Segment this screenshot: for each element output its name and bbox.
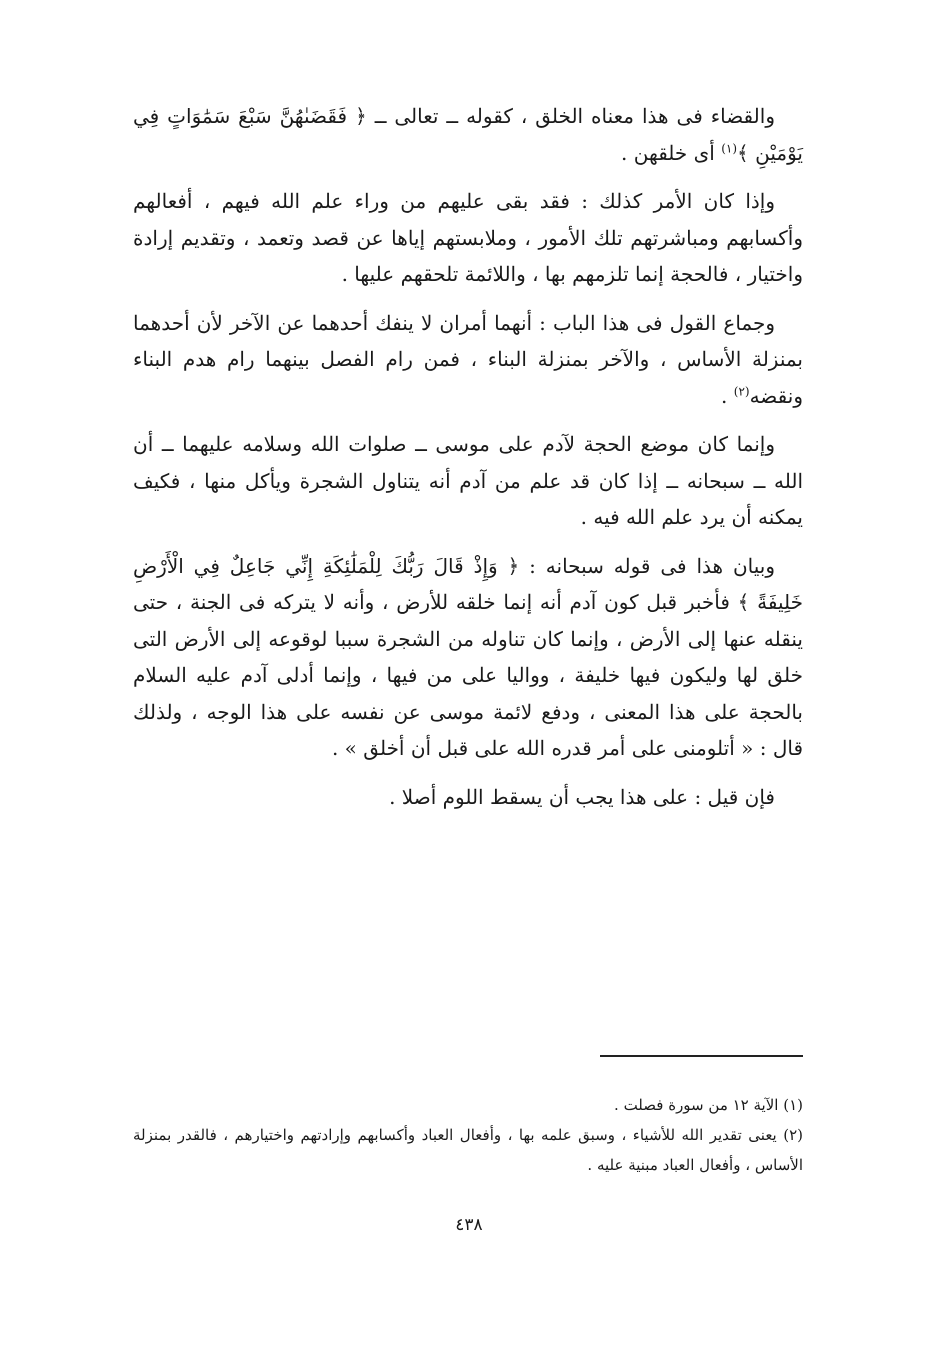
quran-verse: ﴿ فَقَضَىٰهُنَّ سَبْعَ سَمَٰوَاتٍ فِي يَوْمَيْنِ ﴾ [133,104,803,165]
paragraph-text: أى خلقهن . [621,140,722,165]
paragraph-text: وإذا كان الأمر كذلك : فقد بقى عليهم من وراء علم الله فيهم ، أفعالهم وأكسابهم ومباشرتهم تلك الأمور ، وملابستهم إياها عن قصد وتعمد ، وتقديم إرادة واختيار ، فالحجة إنما تلزمهم بها ، واللائمة تلحقهم عليها . [133,189,803,286]
paragraph-summary [133,305,803,415]
footnote-ref: (٢) [733,383,750,398]
footnote-ref: (١) [721,140,738,155]
footnote-1: (١) الآية ١٢ من سورة فصلت . [614,1096,803,1114]
paragraph-text: . [721,383,734,408]
paragraph-text: وإنما كان موضع الحجة لآدم على موسى ــ صلوات الله وسلامه عليهما ــ أن الله ــ سبحانه ــ إذا كان قد علم من آدم أنه يتناول الشجرة ويأكل منها ، فكيف يمكنه أن يرد علم الله فيه . [133,432,803,529]
paragraph-objection [133,779,803,816]
paragraph-text: فأخبر قبل كون آدم أنه إنما خلقه للأرض ، وأنه لا يتركه فى الجنة ، حتى ينقله عنها إلى الأرض ، وإنما كان تناوله من الشجرة سببا لوقوعه إلى الأرض التى خلق لها وليكون فيها خليفة ، وواليا على من فيها ، وإنما أدلى آدم عليه السلام بالحجة على هذا المعنى ، ودفع لائمة موسى عن نفسه على هذا الوجه ، ولذلك قال : « أتلومنى على أمر قدره الله على قبل أن أخلق » . [133,590,803,760]
quran-verse: ﴿ وَإِذْ قَالَ رَبُّكَ لِلْمَلَٰئِكَةِ إِنِّي جَاعِلٌ فِي الْأَرْضِ خَلِيفَةً ﴾ [133,553,803,614]
footnote-separator [600,1055,803,1057]
paragraph-text: وبيان هذا فى قوله سبحانه : [519,553,775,578]
paragraph-text: والقضاء فى هذا معناه الخلق ، كقوله ــ تعالى ــ [366,104,775,128]
paragraph-text: وجماع القول فى هذا الباب : أنهما أمران لا ينفك أحدهما عن الآخر لأن أحدهما بمنزلة الأساس ، والآخر بمنزلة البناء ، فمن رام الفصل بينهما رام هدم البناء ونقضه [133,310,803,408]
page-number: ٤٣٨ [455,1215,483,1235]
footnotes [133,1090,803,1180]
paragraph-text: فإن قيل : على هذا يجب أن يسقط اللوم أصلا . [389,784,775,809]
paragraph-qada-meaning [133,98,803,171]
paragraph-explanation [133,548,803,767]
main-text [133,98,803,827]
footnote-2: (٢) يعنى تقدير الله للأشياء ، وسبق علمه بها ، وأفعال العباد وأكسابهم وإرادتهم واختيارهم ، فالقدر بمنزلة الأساس ، وأفعال العباد مبنية عليه . [133,1126,803,1174]
paragraph-adam-argument [133,426,803,536]
paragraph-actions [133,183,803,293]
